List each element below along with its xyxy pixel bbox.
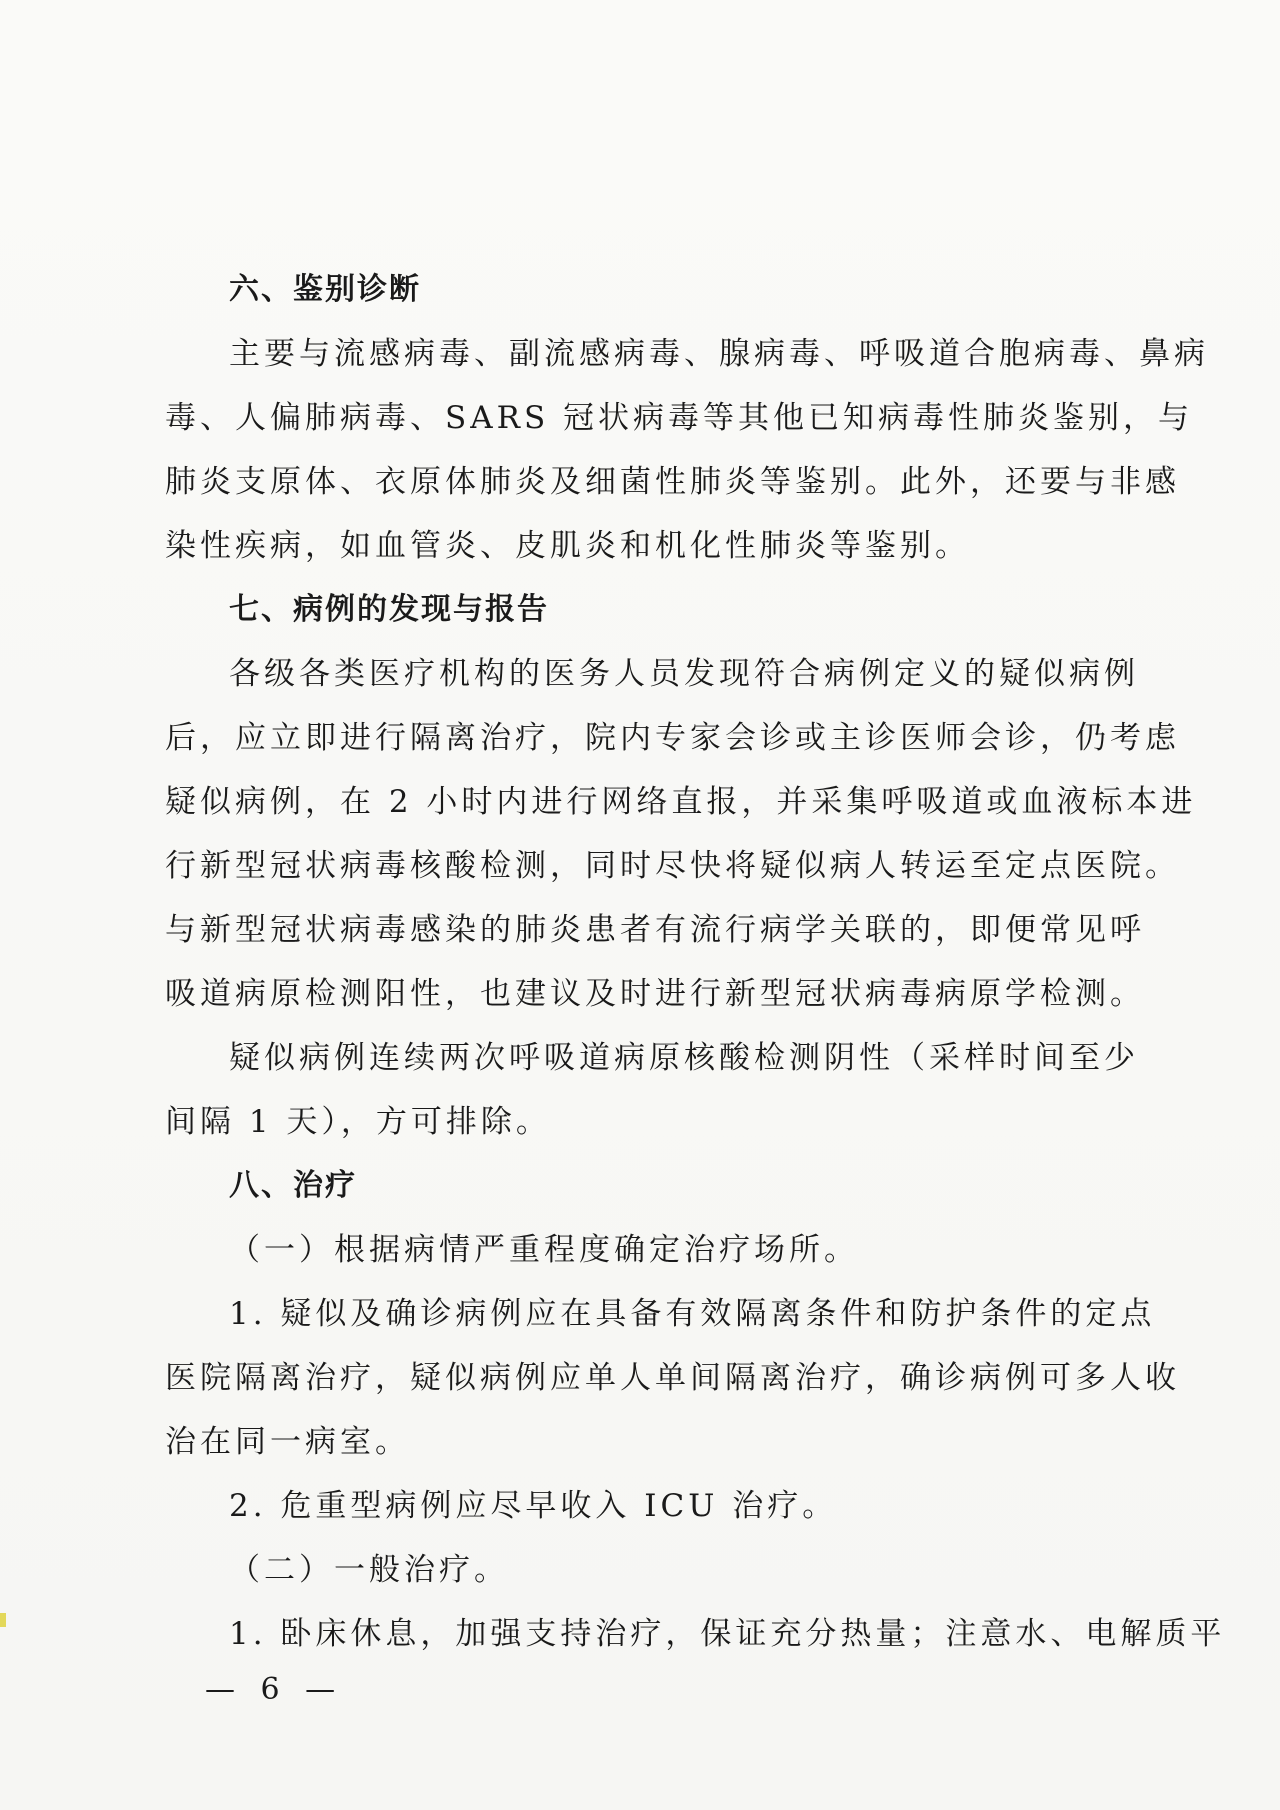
- paragraph-case-reporting: [165, 642, 1197, 1026]
- text-line: 行新型冠状病毒核酸检测，同时尽快将疑似病人转运至定点医院。: [165, 848, 1180, 884]
- text-line: 后，应立即进行隔离治疗，院内专家会诊或主诊医师会诊，仍考虑: [165, 720, 1180, 756]
- page-number: — 6 —: [205, 1672, 344, 1707]
- list-item-icu: [165, 1474, 1120, 1538]
- text-line: 主要与流感病毒、副流感病毒、腺病毒、呼吸道合胞病毒、鼻病: [229, 336, 1209, 372]
- section-heading-case-reporting: 七、病例的发现与报告: [229, 592, 549, 627]
- text-line: 肺炎支原体、衣原体肺炎及细菌性肺炎等鉴别。此外，还要与非感: [165, 464, 1180, 500]
- paragraph-differential-diagnosis: [165, 322, 1209, 578]
- text-line: （二）一般治疗。: [229, 1552, 509, 1588]
- scan-edge-mark: [0, 1613, 6, 1627]
- text-line: 间隔 1 天），方可排除。: [165, 1104, 551, 1140]
- paragraph-exclusion-criteria: [165, 1026, 1139, 1154]
- text-line: 各级各类医疗机构的医务人员发现符合病例定义的疑似病例: [229, 656, 1139, 692]
- list-item-isolation: [165, 1282, 1180, 1474]
- subheading-general-treatment: [165, 1538, 1120, 1602]
- text-line: 治在同一病室。: [165, 1424, 410, 1460]
- section-heading-differential-diagnosis: 六、鉴别诊断: [229, 272, 421, 307]
- subheading-treatment-site: [165, 1218, 1120, 1282]
- text-line: 1. 卧床休息，加强支持治疗，保证充分热量；注意水、电解质平: [229, 1616, 1226, 1652]
- text-line: 染性疾病，如血管炎、皮肌炎和机化性肺炎等鉴别。: [165, 528, 970, 564]
- text-line: （一）根据病情严重程度确定治疗场所。: [229, 1232, 859, 1268]
- text-line: 疑似病例连续两次呼吸道病原核酸检测阴性（采样时间至少: [229, 1040, 1139, 1076]
- text-line: 医院隔离治疗，疑似病例应单人单间隔离治疗，确诊病例可多人收: [165, 1360, 1180, 1396]
- text-line: 毒、人偏肺病毒、SARS 冠状病毒等其他已知病毒性肺炎鉴别，与: [165, 400, 1194, 436]
- section-heading-treatment: 八、治疗: [229, 1168, 357, 1203]
- text-line: 疑似病例，在 2 小时内进行网络直报，并采集呼吸道或血液标本进: [165, 784, 1197, 820]
- text-line: 与新型冠状病毒感染的肺炎患者有流行病学关联的，即便常见呼: [165, 912, 1145, 948]
- text-line: 1. 疑似及确诊病例应在具备有效隔离条件和防护条件的定点: [229, 1296, 1156, 1332]
- document-body: [165, 258, 1226, 1666]
- list-item-bed-rest: [165, 1602, 1226, 1666]
- text-line: 2. 危重型病例应尽早收入 ICU 治疗。: [229, 1488, 838, 1524]
- text-line: 吸道病原检测阳性，也建议及时进行新型冠状病毒病原学检测。: [165, 976, 1145, 1012]
